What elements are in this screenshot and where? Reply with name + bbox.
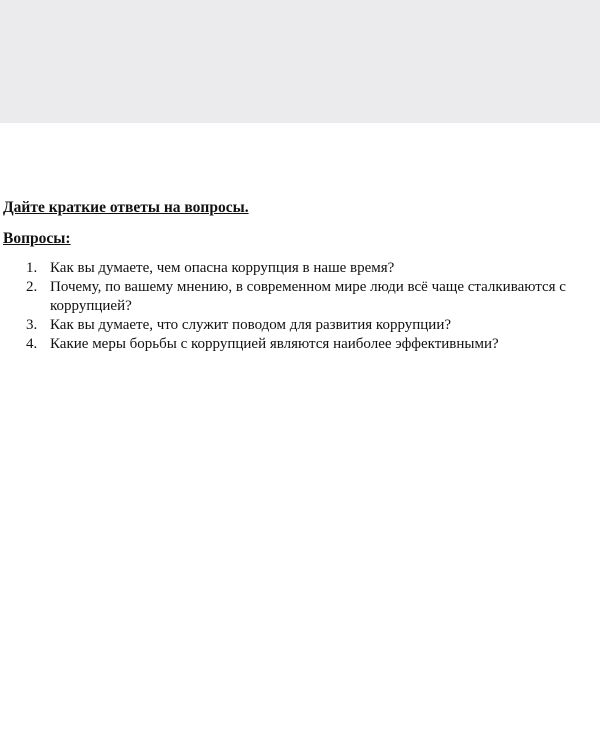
list-item — [0, 335, 600, 354]
questions-list — [0, 259, 600, 354]
list-item-number: 2. — [26, 279, 38, 295]
list-item-text: Как вы думаете, чем опасна коррупция в наше время? — [50, 260, 395, 276]
list-item-number: 4. — [26, 336, 38, 352]
questions-label: Вопросы: — [3, 230, 71, 247]
list-item-text: Почему, по вашему мнению, в современном мире люди всё чаще сталкиваются с коррупцией? — [50, 279, 566, 314]
list-item-number: 3. — [26, 317, 38, 333]
document-page — [0, 123, 600, 751]
list-item-text: Какие меры борьбы с коррупцией являются наиболее эффективными? — [50, 336, 499, 352]
instruction-heading: Дайте краткие ответы на вопросы. — [3, 199, 249, 216]
list-item — [0, 278, 600, 316]
list-item — [0, 259, 600, 278]
top-gray-band — [0, 0, 600, 123]
list-item-number: 1. — [26, 260, 38, 276]
list-item-text: Как вы думаете, что служит поводом для развития коррупции? — [50, 317, 452, 333]
list-item — [0, 316, 600, 335]
